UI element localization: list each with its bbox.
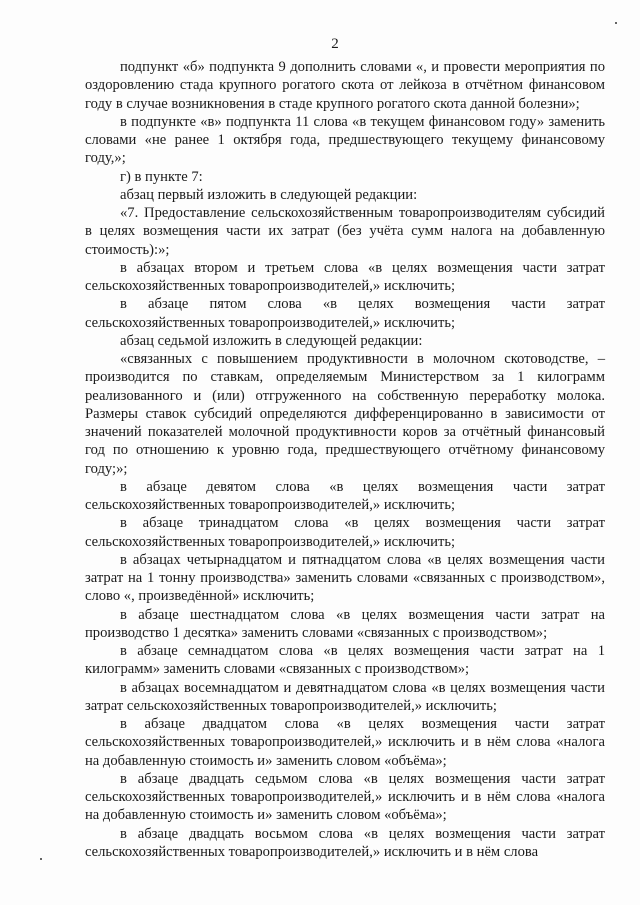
page-number: 2: [331, 36, 339, 52]
paragraph: в абзацах втором и третьем слова «в целях возмещения части затрат сельскохозяйственных товаропроизводителей,» исключить;: [85, 259, 605, 294]
scan-speck: [40, 858, 42, 860]
paragraph: в абзаце тринадцатом слова «в целях возмещения части затрат сельскохозяйственных товаропроизводителей,» исключить;: [85, 515, 605, 550]
paragraph: г) в пункте 7:: [120, 168, 203, 185]
scan-speck: [615, 22, 617, 24]
paragraph: в абзаце пятом слова «в целях возмещения части затрат сельскохозяйственных товаропроизводителей,» исключить;: [85, 296, 605, 331]
paragraph: в абзаце двадцать восьмом слова «в целях возмещения части затрат сельскохозяйственных товаропроизводителей,» исключить и в нём слова: [85, 825, 605, 860]
paragraph: в абзаце девятом слова «в целях возмещения части затрат сельскохозяйственных товаропроизводителей,» исключить;: [85, 478, 605, 513]
paragraph: в абзаце семнадцатом слова «в целях возмещения части затрат на 1 килограмм» заменить словами «связанных с производством»;: [85, 643, 605, 678]
paragraph: абзац седьмой изложить в следующей редакции:: [120, 332, 423, 349]
paragraph: в абзаце двадцатом слова «в целях возмещения части затрат сельскохозяйственных товаропроизводителей,» исключить и в нём слова «налога на добавленную стоимость и» заменить словом «объёма»;: [85, 716, 605, 769]
paragraph: в абзацах восемнадцатом и девятнадцатом слова «в целях возмещения части затрат сельскохозяйственных товаропроизводителей,» исключить;: [85, 679, 605, 714]
paragraph: в абзаце шестнадцатом слова «в целях возмещения части затрат на производство 1 десятка» заменить словами «связанных с производством»;: [85, 606, 605, 641]
paragraph: «7. Предоставление сельскохозяйственным товаропроизводителям субсидий в целях возмещения части их затрат (без учёта сумм налога на добавленную стоимость):»;: [85, 205, 605, 258]
paragraph: в абзаце двадцать седьмом слова «в целях возмещения части затрат сельскохозяйственных товаропроизводителей,» исключить и в нём слова «налога на добавленную стоимость и» заменить словом «объёма»;: [85, 770, 605, 824]
paragraph: абзац первый изложить в следующей редакции:: [120, 186, 418, 203]
paragraph: подпункт «б» подпункта 9 дополнить словами «, и провести мероприятия по оздоровлению стада крупного рогатого скота от лейкоза в отчётном финансовом году в случае возникновения в стаде крупного рогатого скота данной болезни»;: [85, 59, 605, 112]
paragraph: в абзацах четырнадцатом и пятнадцатом слова «в целях возмещения части затрат на 1 тонну производства» заменить словами «связанных с производством», слово «, произведённой» исключить;: [85, 551, 605, 605]
document-body: [85, 58, 605, 861]
paragraph: в подпункте «в» подпункта 11 слова «в текущем финансовом году» заменить словами «не ранее 1 октября года, предшествующего текущему финансовому году,»;: [85, 113, 605, 167]
paragraph: «связанных с повышением продуктивности в молочном скотоводстве, – производится по ставкам, определяемым Министерством за 1 килограмм реализованного и (или) отгруженного на собственную переработку молока. Размеры ставок субсидий определяются дифференцированно в зависимости от значений показателей молочной продуктивности коров за отчётный финансовый год по отношению к уровню года, предшествующего отчётному финансовому году;»;: [85, 351, 605, 477]
